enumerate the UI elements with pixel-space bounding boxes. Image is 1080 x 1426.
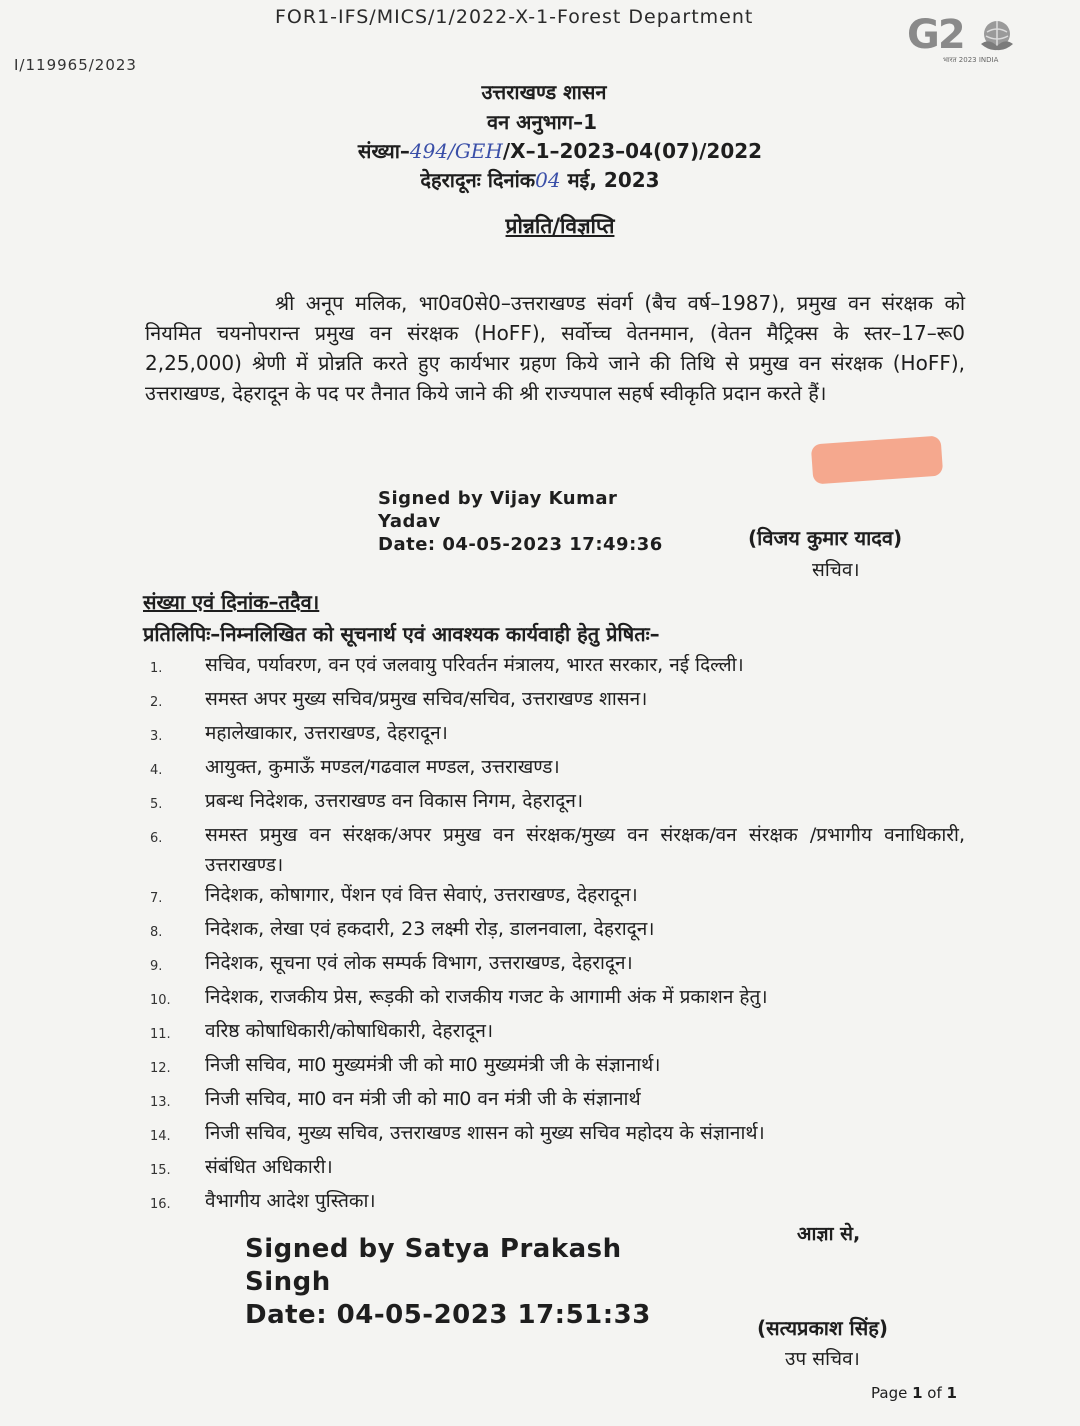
list-item-text: निदेशक, राजकीय प्रेस, रूड़की को राजकीय गजट के आगामी अंक में प्रकाशन हेतु। [205, 986, 768, 1008]
digital-signature-2 [245, 1233, 651, 1332]
digital-signature-1 [378, 487, 663, 556]
page-number [871, 1384, 957, 1402]
list-item-number: 13. [150, 1095, 171, 1110]
list-item-text: निदेशक, लेखा एवं हकदारी, 23 लक्ष्मी रोड़, डालनवाला, देहरादून। [205, 918, 655, 940]
list-item-number: 11. [150, 1027, 171, 1042]
list-item-number: 4. [150, 763, 163, 778]
signatory-1-designation: सचिव। [812, 559, 860, 581]
list-item [150, 650, 965, 684]
government-heading: उत्तराखण्ड शासन [481, 80, 607, 104]
list-item [150, 1050, 965, 1084]
list-item [150, 1118, 965, 1152]
list-item-text: निदेशक, सूचना एवं लोक सम्पर्क विभाग, उत्तराखण्ड, देहरादून। [205, 952, 633, 974]
section-heading: वन अनुभाग–1 [487, 110, 597, 134]
list-item-number: 8. [150, 925, 163, 940]
list-item [150, 820, 965, 880]
redaction-mark [811, 436, 943, 485]
list-item [150, 914, 965, 948]
list-item [150, 1186, 965, 1220]
lotus-globe-icon [977, 18, 1017, 54]
list-item-number: 12. [150, 1061, 171, 1076]
g20-logo-text: G2 [907, 12, 964, 58]
list-item [150, 684, 965, 718]
order-date-prefix: देहरादूनः दिनांक [420, 168, 536, 192]
list-item-text: समस्त प्रमुख वन संरक्षक/अपर प्रमुख वन संरक्षक/मुख्य वन संरक्षक/वन संरक्षक /प्रभागीय वनाधिकारी, उत्तराखण्ड। [205, 824, 965, 876]
list-item-text: आयुक्त, कुमाऊँ मण्डल/गढवाल मण्डल, उत्तराखण्ड। [205, 756, 560, 778]
signature-1-line-2: Yadav [378, 511, 441, 532]
list-item-number: 14. [150, 1129, 171, 1144]
by-order-text: आज्ञा से, [797, 1223, 861, 1245]
list-item [150, 1084, 965, 1118]
page-current: 1 [912, 1384, 923, 1402]
document-title: प्रोन्नति/विज्ञप्ति [505, 214, 615, 238]
copy-reference: संख्या एवं दिनांक–तदैव। [143, 590, 320, 614]
list-item-number: 2. [150, 695, 163, 710]
list-item [150, 752, 965, 786]
signatory-2-designation: उप सचिव। [785, 1348, 860, 1370]
order-number-handwritten: 494/GEH [409, 139, 503, 163]
list-item [150, 718, 965, 752]
list-item-text: निदेशक, कोषागार, पेंशन एवं वित्त सेवाएं, उत्तराखण्ड, देहरादून। [205, 884, 638, 906]
list-item-number: 16. [150, 1197, 171, 1212]
list-item-text: निजी सचिव, मा0 वन मंत्री जी को मा0 वन मंत्री जी के संज्ञानार्थ [205, 1088, 641, 1110]
copy-heading: प्रतिलिपिः–निम्नलिखित को सूचनार्थ एवं आवश्यक कार्यवाही हेतु प्रेषितः– [143, 622, 660, 646]
file-reference: FOR1-IFS/MICS/1/2022-X-1-Forest Department [275, 6, 754, 28]
signature-2-line-2: Singh [245, 1267, 331, 1297]
body-paragraph-text: श्री अनूप मलिक, भा0व0से0–उत्तराखण्ड संवर्ग (बैच वर्ष–1987), प्रमुख वन संरक्षक को नियमित चयनोपरान्त प्रमुख वन संरक्षक (HoFF), सर्वोच्च वेतनमान, (वेतन मैट्रिक्स के स्तर–17–रू0 2,25,000) श्रेणी में प्रोन्नति करते हुए कार्यभार ग्रहण किये जाने की तिथि से प्रमुख वन संरक्षक (HoFF), उत्तराखण्ड, देहरादून के पद पर तैनात किये जाने की श्री राज्यपाल सहर्ष स्वीकृति प्रदान करते हैं। [145, 291, 965, 405]
file-number: I/119965/2023 [14, 56, 137, 74]
order-date-handwritten: 04 [535, 168, 561, 192]
list-item [150, 1016, 965, 1050]
list-item-number: 15. [150, 1163, 171, 1178]
order-number-prefix: संख्या– [357, 139, 410, 163]
signature-2-line-3: Date: 04-05-2023 17:51:33 [245, 1300, 651, 1330]
order-date [0, 166, 1080, 193]
list-item [150, 880, 965, 914]
order-number [20, 137, 1080, 164]
list-item-number: 7. [150, 891, 163, 906]
g20-logo-subtext: भारत 2023 INDIA [943, 56, 999, 64]
list-item-text: महालेखाकार, उत्तराखण्ड, देहरादून। [205, 722, 448, 744]
list-item [150, 948, 965, 982]
list-item-text: प्रबन्ध निदेशक, उत्तराखण्ड वन विकास निगम, देहरादून। [205, 790, 584, 812]
page-prefix: Page [871, 1384, 913, 1402]
page-total: 1 [946, 1384, 957, 1402]
signature-1-line-1: Signed by Vijay Kumar [378, 488, 618, 509]
list-item [150, 786, 965, 820]
order-number-suffix: /X–1–2023–04(07)/2022 [502, 139, 763, 163]
list-item-number: 1. [150, 661, 163, 676]
list-item-text: निजी सचिव, मुख्य सचिव, उत्तराखण्ड शासन को मुख्य सचिव महोदय के संज्ञानार्थ। [205, 1122, 765, 1144]
list-item-number: 9. [150, 959, 163, 974]
g20-logo [905, 10, 1030, 66]
list-item-text: निजी सचिव, मा0 मुख्यमंत्री जी को मा0 मुख्यमंत्री जी के संज्ञानार्थ। [205, 1054, 661, 1076]
signatory-1-name: (विजय कुमार यादव) [748, 526, 903, 550]
list-item-text: वैभागीय आदेश पुस्तिका। [205, 1190, 376, 1212]
body-paragraph [145, 288, 965, 408]
list-item-text: संबंधित अधिकारी। [205, 1156, 333, 1178]
list-item-text: समस्त अपर मुख्य सचिव/प्रमुख सचिव/सचिव, उत्तराखण्ड शासन। [205, 688, 648, 710]
list-item [150, 982, 965, 1016]
list-item-number: 5. [150, 797, 163, 812]
signature-2-line-1: Signed by Satya Prakash [245, 1234, 622, 1264]
copy-recipient-list [150, 650, 965, 1220]
page-of: of [922, 1384, 947, 1402]
list-item-number: 6. [150, 831, 163, 846]
signatory-2-name: (सत्यप्रकाश सिंह) [757, 1316, 889, 1340]
list-item [150, 1152, 965, 1186]
list-item-number: 3. [150, 729, 163, 744]
order-date-suffix: मई, 2023 [567, 168, 660, 192]
signature-1-line-3: Date: 04-05-2023 17:49:36 [378, 534, 663, 555]
list-item-number: 10. [150, 993, 171, 1008]
list-item-text: सचिव, पर्यावरण, वन एवं जलवायु परिवर्तन मंत्रालय, भारत सरकार, नई दिल्ली। [205, 654, 744, 676]
list-item-text: वरिष्ठ कोषाधिकारी/कोषाधिकारी, देहरादून। [205, 1020, 494, 1042]
